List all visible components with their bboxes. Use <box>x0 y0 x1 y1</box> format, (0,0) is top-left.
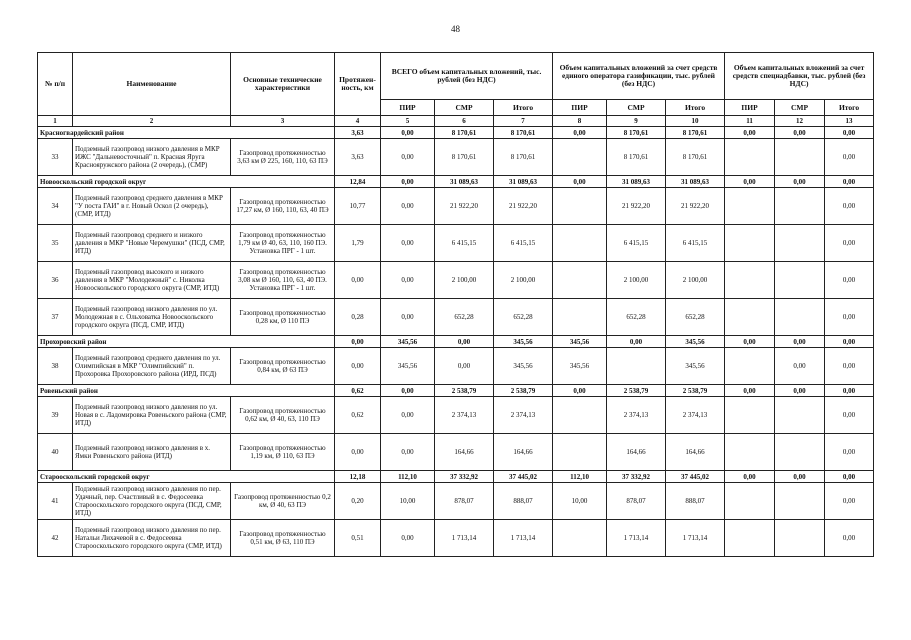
section-value: 0,00 <box>775 385 825 397</box>
investment-value: 1 713,14 <box>607 520 666 557</box>
section-value: 37 332,92 <box>607 471 666 483</box>
investment-value: 2 100,00 <box>435 262 494 299</box>
section-row <box>38 471 874 483</box>
investment-value: 0,00 <box>435 348 494 385</box>
table-row <box>38 299 874 336</box>
section-row <box>38 127 874 139</box>
object-name: Подземный газопровод низкого давления по ул. Молодежная в с. Ольховатка Новооскольского городского округа (ПСД, СМР, ИТД) <box>73 299 231 336</box>
section-value: 37 445,02 <box>494 471 553 483</box>
column-number: 8 <box>553 116 607 127</box>
investment-value: 164,66 <box>666 434 725 471</box>
object-name: Подземный газопровод низкого давления по ул. Новая в с. Ладомировка Ровеньского района (СМР, ИТД) <box>73 397 231 434</box>
investment-value: 0,00 <box>825 262 874 299</box>
section-value: 345,56 <box>494 336 553 348</box>
investment-value <box>725 348 775 385</box>
header-pir: ПИР <box>553 100 607 116</box>
length-value: 1,79 <box>335 225 381 262</box>
investment-value <box>553 520 607 557</box>
investment-value: 2 374,13 <box>607 397 666 434</box>
row-number: 39 <box>38 397 73 434</box>
section-value: 0,00 <box>825 176 874 188</box>
investment-value: 652,28 <box>494 299 553 336</box>
investment-value <box>553 262 607 299</box>
section-name: Старооскольский городской округ <box>38 471 335 483</box>
investment-value: 164,66 <box>435 434 494 471</box>
section-name: Ровеньский район <box>38 385 335 397</box>
header-name: Наименование <box>73 53 231 116</box>
investment-value: 10,00 <box>381 483 435 520</box>
header-itogo: Итого <box>494 100 553 116</box>
tech-characteristics: Газопровод протяженностью 0,28 км, Ø 110 ПЭ <box>231 299 335 336</box>
table-row <box>38 348 874 385</box>
investment-value: 0,00 <box>825 397 874 434</box>
table-row <box>38 262 874 299</box>
object-name: Подземный газопровод низкого давления в МКР ИЖС "Дальневосточный" п. Красная Яруга Краснояружского района (2 очередь), (СМР) <box>73 139 231 176</box>
section-length: 12,18 <box>335 471 381 483</box>
section-value: 112,10 <box>381 471 435 483</box>
section-value: 0,00 <box>553 176 607 188</box>
section-value: 0,00 <box>725 471 775 483</box>
tech-characteristics: Газопровод протяженностью 1,79 км Ø 40, 63, 110, 160 ПЭ. Установка ПРГ - 1 шт. <box>231 225 335 262</box>
investment-value: 0,00 <box>825 188 874 225</box>
investment-value: 345,56 <box>381 348 435 385</box>
investment-value: 0,00 <box>381 262 435 299</box>
investment-value: 8 170,61 <box>435 139 494 176</box>
investment-value <box>775 434 825 471</box>
investment-value <box>725 139 775 176</box>
investment-value <box>775 299 825 336</box>
tech-characteristics: Газопровод протяженностью 17,27 км, Ø 160, 110, 63, 40 ПЭ <box>231 188 335 225</box>
investment-value: 164,66 <box>494 434 553 471</box>
investment-value <box>725 262 775 299</box>
column-number: 10 <box>666 116 725 127</box>
investment-value: 10,00 <box>553 483 607 520</box>
section-row <box>38 385 874 397</box>
investment-value <box>725 397 775 434</box>
investment-value: 164,66 <box>607 434 666 471</box>
section-row <box>38 176 874 188</box>
investment-value <box>725 434 775 471</box>
table-row <box>38 483 874 520</box>
column-number: 4 <box>335 116 381 127</box>
row-number: 37 <box>38 299 73 336</box>
investment-value <box>553 225 607 262</box>
investment-value: 0,00 <box>381 225 435 262</box>
row-number: 33 <box>38 139 73 176</box>
section-value: 2 538,79 <box>435 385 494 397</box>
table-row <box>38 139 874 176</box>
object-name: Подземный газопровод высокого и низкого давления в МКР "Молодежный" с. Николка Новооскольского городского округа (СМР, ИТД) <box>73 262 231 299</box>
row-number: 42 <box>38 520 73 557</box>
length-value: 0,20 <box>335 483 381 520</box>
column-number: 2 <box>73 116 231 127</box>
header-smr: СМР <box>607 100 666 116</box>
row-number: 40 <box>38 434 73 471</box>
column-number: 7 <box>494 116 553 127</box>
column-number: 1 <box>38 116 73 127</box>
section-value: 0,00 <box>381 385 435 397</box>
investment-value <box>553 299 607 336</box>
investment-value: 21 922,20 <box>494 188 553 225</box>
section-value: 0,00 <box>825 127 874 139</box>
length-value: 0,00 <box>335 434 381 471</box>
row-number: 35 <box>38 225 73 262</box>
investment-value <box>775 520 825 557</box>
investment-value: 0,00 <box>825 434 874 471</box>
investment-value: 652,28 <box>666 299 725 336</box>
page-number: 48 <box>451 24 460 34</box>
tech-characteristics: Газопровод протяженностью 1,19 км, Ø 110, 63 ПЭ <box>231 434 335 471</box>
section-value: 8 170,61 <box>494 127 553 139</box>
tech-characteristics: Газопровод протяженностью 0,84 км, Ø 63 ПЭ <box>231 348 335 385</box>
section-value: 2 538,79 <box>666 385 725 397</box>
length-value: 0,62 <box>335 397 381 434</box>
investment-value: 0,00 <box>381 520 435 557</box>
investment-value: 8 170,61 <box>666 139 725 176</box>
capital-investment-table <box>37 52 874 557</box>
investment-value <box>775 397 825 434</box>
investment-value <box>775 225 825 262</box>
header-special-group: Объем капитальных вложений за счет средств спецнадбавки, тыс. рублей (без НДС) <box>725 53 874 100</box>
investment-value <box>725 483 775 520</box>
investment-value: 2 374,13 <box>435 397 494 434</box>
investment-value: 1 713,14 <box>494 520 553 557</box>
section-name: Новооскольский городской округ <box>38 176 335 188</box>
investment-value <box>553 188 607 225</box>
header-length: Протяжен-ность, км <box>335 53 381 116</box>
section-value: 345,56 <box>666 336 725 348</box>
section-value: 0,00 <box>725 176 775 188</box>
section-name: Прохоровский район <box>38 336 335 348</box>
header-smr: СМР <box>775 100 825 116</box>
investment-value: 8 170,61 <box>494 139 553 176</box>
investment-value: 0,00 <box>775 348 825 385</box>
section-value: 2 538,79 <box>494 385 553 397</box>
section-value: 0,00 <box>435 336 494 348</box>
section-row <box>38 336 874 348</box>
investment-value: 0,00 <box>381 434 435 471</box>
section-value: 0,00 <box>725 385 775 397</box>
row-number: 41 <box>38 483 73 520</box>
section-value: 0,00 <box>825 385 874 397</box>
investment-value: 1 713,14 <box>435 520 494 557</box>
investment-value <box>553 397 607 434</box>
investment-value: 1 713,14 <box>666 520 725 557</box>
investment-value: 8 170,61 <box>607 139 666 176</box>
section-value: 31 089,63 <box>494 176 553 188</box>
investment-value: 0,00 <box>825 520 874 557</box>
investment-value: 652,28 <box>435 299 494 336</box>
investment-value <box>607 348 666 385</box>
investment-value <box>725 225 775 262</box>
investment-value: 2 374,13 <box>494 397 553 434</box>
investment-value: 652,28 <box>607 299 666 336</box>
header-itogo: Итого <box>666 100 725 116</box>
section-length: 0,62 <box>335 385 381 397</box>
object-name: Подземный газопровод среднего давления по ул. Олимпийская в МКР "Олимпийский" п. Прохоровка Прохоровского района (ИРД, ПСД) <box>73 348 231 385</box>
column-number-row <box>38 116 874 127</box>
header-operator-group: Объем капитальных вложений за счет средств единого оператора газификации, тыс. рублей (без НДС) <box>553 53 725 100</box>
column-number: 13 <box>825 116 874 127</box>
investment-value: 0,00 <box>825 225 874 262</box>
tech-characteristics: Газопровод протяженностью 3,08 км Ø 160, 110, 63, 40 ПЭ. Установка ПРГ - 1 шт. <box>231 262 335 299</box>
length-value: 3,63 <box>335 139 381 176</box>
section-value: 31 089,63 <box>607 176 666 188</box>
section-value: 37 445,02 <box>666 471 725 483</box>
investment-value: 345,56 <box>494 348 553 385</box>
table-row <box>38 434 874 471</box>
table-row <box>38 225 874 262</box>
section-value: 8 170,61 <box>666 127 725 139</box>
investment-value <box>725 299 775 336</box>
header-pir: ПИР <box>381 100 435 116</box>
section-value: 8 170,61 <box>435 127 494 139</box>
investment-value: 21 922,20 <box>666 188 725 225</box>
section-value: 0,00 <box>775 127 825 139</box>
row-number: 38 <box>38 348 73 385</box>
investment-value <box>775 139 825 176</box>
section-length: 0,00 <box>335 336 381 348</box>
section-name: Красногвардейский район <box>38 127 335 139</box>
row-number: 34 <box>38 188 73 225</box>
tech-characteristics: Газопровод протяженностью 0,51 км, Ø 63, 110 ПЭ <box>231 520 335 557</box>
investment-value: 6 415,15 <box>607 225 666 262</box>
section-value: 31 089,63 <box>666 176 725 188</box>
investment-value: 6 415,15 <box>666 225 725 262</box>
length-value: 0,00 <box>335 262 381 299</box>
investment-value <box>725 188 775 225</box>
object-name: Подземный газопровод низкого давления по пер. Удачный, пер. Счастливый в с. Федосеевка Старооскольского городского округа (ПСД, СМР, ИТД) <box>73 483 231 520</box>
investment-value: 345,56 <box>666 348 725 385</box>
tech-characteristics: Газопровод протяженностью 0,62 км, Ø 40, 63, 110 ПЭ <box>231 397 335 434</box>
tech-characteristics: Газопровод протяженностью 0,2 км, Ø 40, 63 ПЭ <box>231 483 335 520</box>
investment-value: 2 100,00 <box>607 262 666 299</box>
section-value: 31 089,63 <box>435 176 494 188</box>
section-value: 0,00 <box>825 471 874 483</box>
section-value: 345,56 <box>381 336 435 348</box>
section-value: 37 332,92 <box>435 471 494 483</box>
table-row <box>38 520 874 557</box>
table-row <box>38 188 874 225</box>
column-number: 6 <box>435 116 494 127</box>
investment-value: 0,00 <box>825 483 874 520</box>
section-value: 0,00 <box>775 471 825 483</box>
object-name: Подземный газопровод среднего и низкого давления в МКР "Новые Черемушки" (ПСД, СМР, ИТД) <box>73 225 231 262</box>
section-value: 0,00 <box>725 127 775 139</box>
investment-value <box>775 188 825 225</box>
length-value: 0,28 <box>335 299 381 336</box>
investment-value: 2 100,00 <box>494 262 553 299</box>
table-body <box>38 127 874 557</box>
column-number: 5 <box>381 116 435 127</box>
investment-value: 0,00 <box>825 139 874 176</box>
section-value: 0,00 <box>775 336 825 348</box>
section-value: 0,00 <box>553 127 607 139</box>
table-row <box>38 397 874 434</box>
header-tech: Основные технические характеристики <box>231 53 335 116</box>
tech-characteristics: Газопровод протяженностью 3,63 км Ø 225, 160, 110, 63 ПЭ <box>231 139 335 176</box>
length-value: 10,77 <box>335 188 381 225</box>
column-number: 12 <box>775 116 825 127</box>
column-number: 3 <box>231 116 335 127</box>
section-length: 12,84 <box>335 176 381 188</box>
section-value: 0,00 <box>607 336 666 348</box>
investment-value: 878,07 <box>607 483 666 520</box>
investment-value: 888,07 <box>494 483 553 520</box>
investment-value: 21 922,20 <box>607 188 666 225</box>
investment-value <box>775 262 825 299</box>
investment-value: 0,00 <box>381 188 435 225</box>
header-itogo: Итого <box>825 100 874 116</box>
investment-value <box>775 483 825 520</box>
header-pir: ПИР <box>725 100 775 116</box>
section-length: 3,63 <box>335 127 381 139</box>
investment-value <box>725 520 775 557</box>
investment-value: 888,07 <box>666 483 725 520</box>
investment-value: 345,56 <box>553 348 607 385</box>
investment-value: 878,07 <box>435 483 494 520</box>
investment-value <box>553 434 607 471</box>
section-value: 2 538,79 <box>607 385 666 397</box>
object-name: Подземный газопровод низкого давления по пер. Натальи Лихачевой в с. Федосеевка Старооскольского городского округа (СМР, ИТД) <box>73 520 231 557</box>
length-value: 0,00 <box>335 348 381 385</box>
investment-value: 6 415,15 <box>494 225 553 262</box>
header-num: № п/п <box>38 53 73 116</box>
column-number: 11 <box>725 116 775 127</box>
section-value: 0,00 <box>381 176 435 188</box>
investment-value: 0,00 <box>381 139 435 176</box>
row-number: 36 <box>38 262 73 299</box>
investment-value: 0,00 <box>381 397 435 434</box>
section-value: 0,00 <box>553 385 607 397</box>
section-value: 0,00 <box>381 127 435 139</box>
section-value: 8 170,61 <box>607 127 666 139</box>
header-smr: СМР <box>435 100 494 116</box>
investment-value: 0,00 <box>825 299 874 336</box>
section-value: 0,00 <box>725 336 775 348</box>
length-value: 0,51 <box>335 520 381 557</box>
investment-value: 0,00 <box>381 299 435 336</box>
investment-value: 6 415,15 <box>435 225 494 262</box>
object-name: Подземный газопровод низкого давления в х. Ямки Ровеньского района (ИТД) <box>73 434 231 471</box>
header-total-group: ВСЕГО объем капитальных вложений, тыс. рублей (без НДС) <box>381 53 553 100</box>
investment-value: 2 374,13 <box>666 397 725 434</box>
investment-value: 2 100,00 <box>666 262 725 299</box>
object-name: Подземный газопровод среднего давления в МКР "У поста ГАИ" в г. Новый Оскол (2 очередь), (СМР, ИТД) <box>73 188 231 225</box>
investment-value: 21 922,20 <box>435 188 494 225</box>
section-value: 112,10 <box>553 471 607 483</box>
section-value: 345,56 <box>553 336 607 348</box>
investment-value: 0,00 <box>825 348 874 385</box>
section-value: 0,00 <box>775 176 825 188</box>
column-number: 9 <box>607 116 666 127</box>
investment-value <box>553 139 607 176</box>
section-value: 0,00 <box>825 336 874 348</box>
